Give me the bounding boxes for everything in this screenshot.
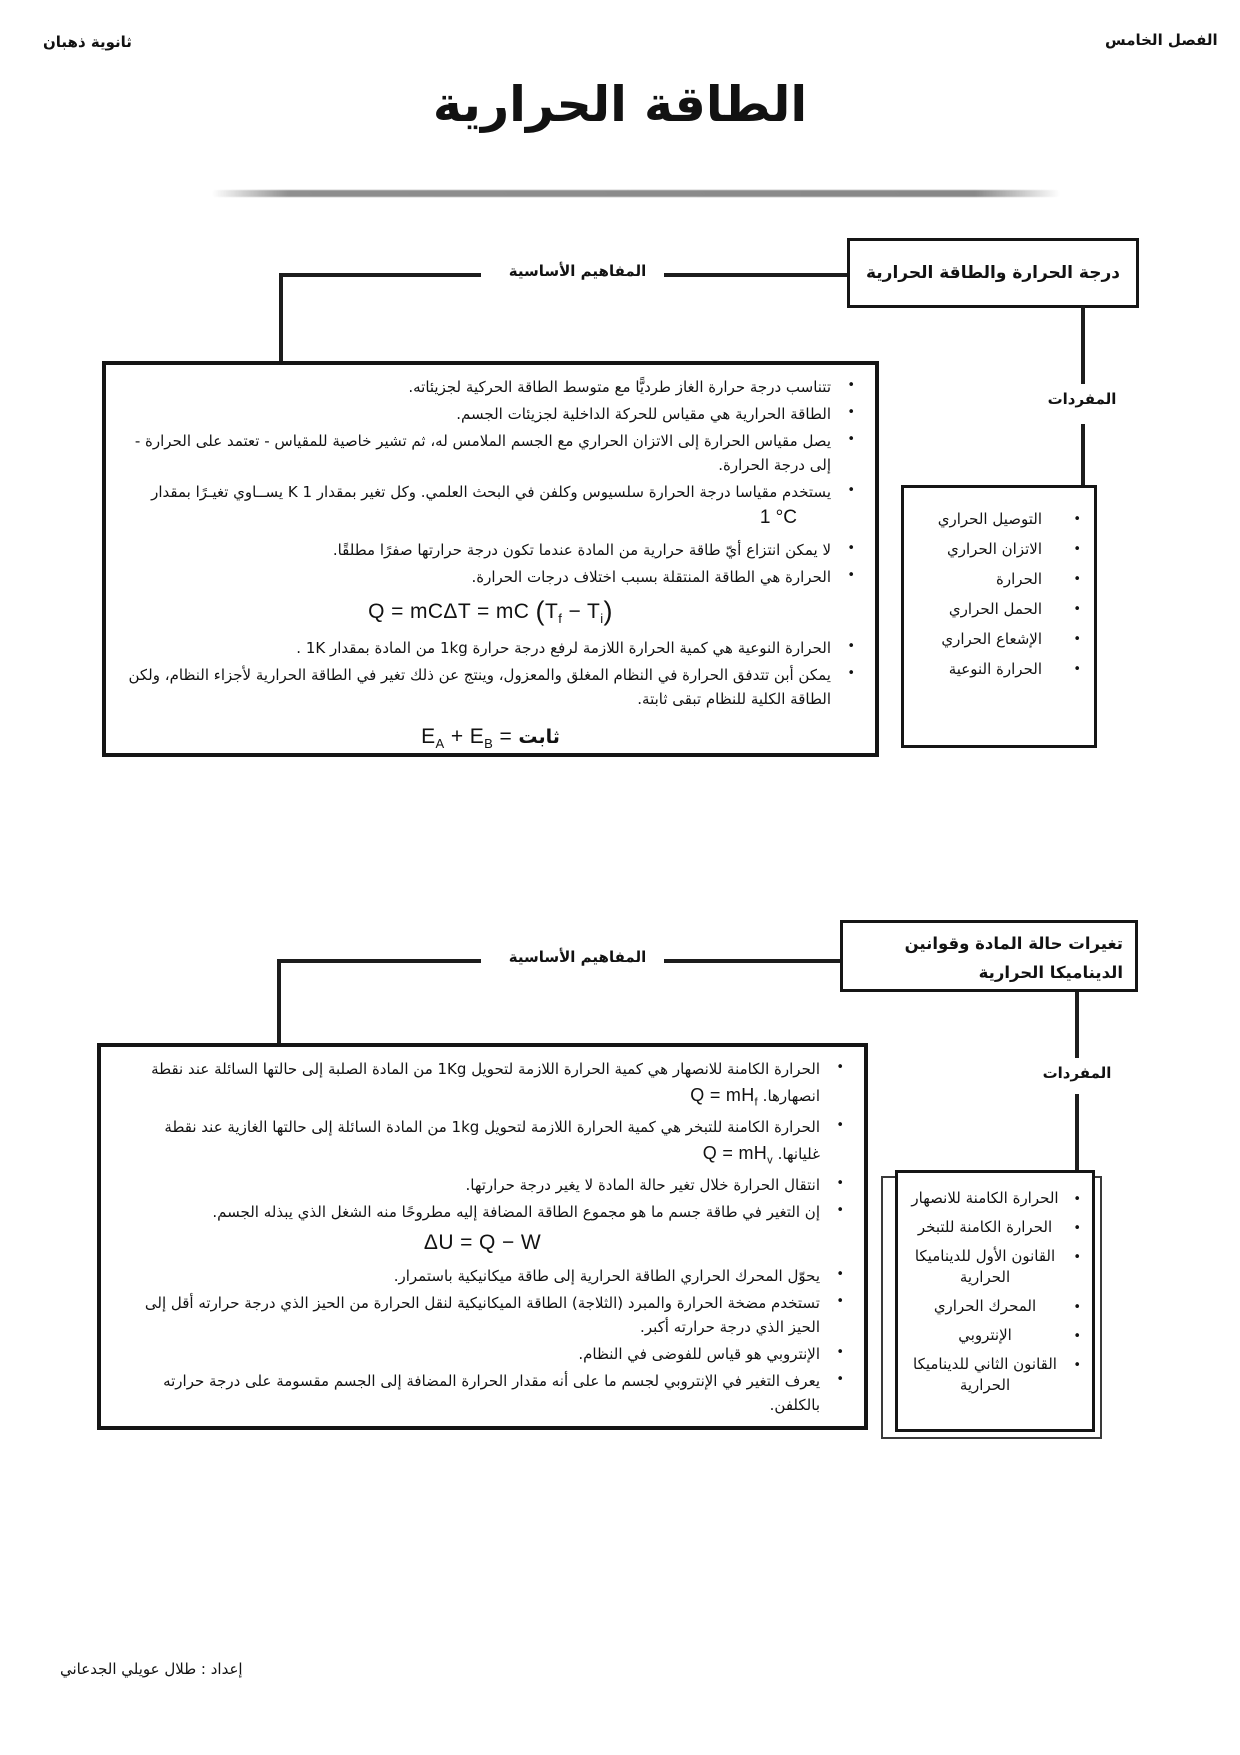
energy-conservation-equation: $E_A + E_B$ = ثابت	[421, 725, 560, 752]
section1-concepts-label: المفاهيم الأساسية	[508, 262, 647, 280]
section2-concepts-label: المفاهيم الأساسية	[508, 948, 647, 966]
connector-line	[664, 273, 847, 277]
vocab-item: • الإشعاع الحراري	[910, 624, 1094, 654]
concept-bullet: • الإنتروبي هو قياس للفوضى في النظام.	[115, 1342, 864, 1366]
section2-vocab-box	[895, 1170, 1095, 1432]
section2-concepts-list-2	[101, 1264, 864, 1417]
concept-bullet: • لا يمكن انتزاع أيّ طاقة حرارية من المادة عندما تكون درجة حرارتها صفرًا مطلقًا.	[120, 538, 875, 562]
connector-line	[1081, 424, 1085, 486]
concept-bullet: • انتقال الحرارة خلال تغير حالة المادة لا يغير درجة حرارتها.	[115, 1173, 864, 1197]
connector-line	[1081, 306, 1085, 384]
section1-concepts-list	[106, 365, 875, 504]
section2-topic-title: تغيرات حالة المادة وقوانين الديناميكا الحرارية	[904, 934, 1123, 982]
section2-topic-box	[840, 920, 1138, 992]
connector-line	[277, 959, 481, 963]
vocab-item: • المحرك الحراري	[902, 1296, 1092, 1317]
celsius-unit-line: 1 °C	[759, 507, 797, 528]
concept-bullet: • يستخدم مقياسا درجة الحرارة سلسيوس وكلفن في البحث العلمي. وكل تغير بمقدار 1 K يســاوي تغيـرًا بمقدار	[120, 480, 875, 504]
fusion-heat-equation: $Q = mH_f$	[690, 1085, 758, 1109]
concept-bullet: • يحوّل المحرك الحراري الطاقة الحرارية إلى طاقة ميكانيكية باستمرار.	[115, 1264, 864, 1288]
concept-bullet: • الحرارة الكامنة للانصهار هي كمية الحرارة اللازمة لتحويل 1Kg من المادة الصلبة إلى حالتها السائلة عند نقطة انصهارها. $Q = mH_f$	[115, 1057, 864, 1112]
concept-bullet: • الحرارة النوعية هي كمية الحرارة اللازمة لرفع درجة حرارة 1kg من المادة بمقدار 1K .	[120, 636, 875, 660]
concept-bullet: • الحرارة الكامنة للتبخر هي كمية الحرارة اللازمة لتحويل 1kg من المادة السائلة إلى حالتها الغازية عند نقطة غليانها. $Q = mH_v$	[115, 1115, 864, 1170]
chapter-label: الفصل الخامس	[1105, 31, 1218, 49]
vaporization-heat-equation: $Q = mH_v$	[702, 1143, 773, 1167]
concept-bullet: • إن التغير في طاقة جسم ما هو مجموع الطاقة المضافة إليه مطروحًا منه الشغل الذي يبذله الجسم.	[115, 1200, 864, 1224]
section1-vocab-label: المفردات	[1047, 390, 1117, 408]
concept-bullet: • الحرارة هي الطاقة المنتقلة بسبب اختلاف درجات الحرارة.	[120, 565, 875, 589]
section1-concepts-list-2	[106, 538, 875, 589]
vocab-item: • التوصيل الحراري	[910, 504, 1094, 534]
connector-line	[279, 273, 481, 277]
concept-bullet: • يصل مقياس الحرارة إلى الاتزان الحراري مع الجسم الملامس له، ثم تشير خاصية للمقياس - تعتمد على الحرارة - إلى درجة الحرارة.	[120, 429, 875, 477]
vocab-item: • الاتزان الحراري	[910, 534, 1094, 564]
vocab-item: • الحمل الحراري	[910, 594, 1094, 624]
concept-bullet: • تستخدم مضخة الحرارة والمبرد (الثلاجة) الطاقة الميكانيكية لنقل الحرارة من الحيز الذي درجة حرارته أقل إلى الحيز الذي درجة حرارته أكبر.	[115, 1291, 864, 1339]
concept-bullet: • يعرف التغير في الإنتروبي لجسم ما على أنه مقدار الحرارة المضافة إلى الجسم مقسومة على درجة حرارته بالكلفن.	[115, 1369, 864, 1417]
page-title: الطاقة الحرارية	[432, 76, 808, 133]
vocab-item: • الحرارة الكامنة للانصهار	[902, 1188, 1092, 1209]
vocab-item: • القانون الثاني للديناميكا الحرارية	[902, 1354, 1092, 1396]
specific-heat-equation: Q = mCΔT = mC $(T_f - T_i)$	[368, 596, 613, 627]
concept-bullet: • تتناسب درجة حرارة الغاز طرديًّا مع متوسط الطاقة الحركية لجزيئاته.	[120, 375, 875, 399]
connector-line	[664, 959, 840, 963]
section1-topic-title: درجة الحرارة والطاقة الحرارية	[865, 263, 1121, 283]
vocab-item: • الحرارة	[910, 564, 1094, 594]
footer-credit: إعداد : طلال عويلي الجدعاني	[60, 1660, 243, 1678]
connector-line	[1075, 992, 1079, 1058]
section1-vocab-box	[901, 485, 1097, 748]
school-name: ثانوية ذهبان	[43, 33, 132, 51]
section2-concepts-list	[101, 1047, 864, 1224]
concept-bullet: • الطاقة الحرارية هي مقياس للحركة الداخلية لجزيئات الجسم.	[120, 402, 875, 426]
concept-bullet: • يمكن أبن تتدفق الحرارة في النظام المغلق والمعزول، وينتج عن ذلك تغير في الطاقة الحرارية لأجزاء النظام، ولكن الطاقة الكلية للنظام تبقى ثابتة.	[120, 663, 875, 711]
vocab-item: • الحرارة النوعية	[910, 654, 1094, 684]
first-law-equation: ΔU = Q − W	[423, 1231, 542, 1255]
vocab-item: • الإنتروبي	[902, 1325, 1092, 1346]
section1-concepts-box	[102, 361, 879, 757]
section1-topic-box	[847, 238, 1139, 308]
title-divider	[212, 190, 1060, 197]
section1-concepts-list-3	[106, 636, 875, 711]
section2-vocab-label: المفردات	[1042, 1064, 1112, 1082]
connector-line	[277, 959, 281, 1047]
vocab-item: • الحرارة الكامنة للتبخر	[902, 1217, 1092, 1238]
connector-line	[279, 273, 283, 365]
section2-vocab-list	[898, 1173, 1092, 1396]
section2-concepts-box	[97, 1043, 868, 1430]
vocab-item: • القانون الأول للديناميكا الحرارية	[902, 1246, 1092, 1288]
connector-line	[1075, 1094, 1079, 1170]
section1-vocab-list	[904, 488, 1094, 684]
